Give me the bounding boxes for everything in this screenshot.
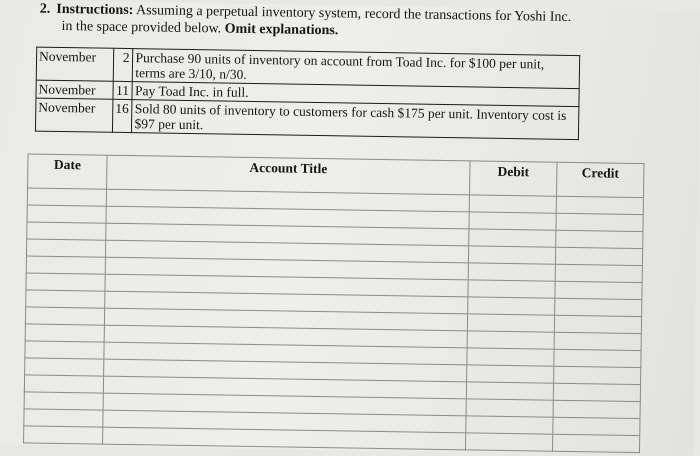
credit-cell[interactable] bbox=[554, 315, 641, 333]
debit-cell[interactable] bbox=[465, 433, 552, 451]
credit-cell[interactable] bbox=[556, 213, 643, 231]
date-cell[interactable] bbox=[27, 205, 106, 223]
debit-cell[interactable] bbox=[468, 297, 555, 315]
debit-cell[interactable] bbox=[468, 246, 555, 264]
credit-cell[interactable] bbox=[554, 349, 641, 367]
debit-cell[interactable] bbox=[466, 416, 553, 434]
transaction-month: November bbox=[36, 80, 113, 99]
date-cell[interactable] bbox=[25, 307, 104, 325]
date-cell[interactable] bbox=[25, 358, 104, 376]
debit-cell[interactable] bbox=[466, 399, 553, 417]
debit-cell[interactable] bbox=[468, 263, 555, 281]
transaction-month: November bbox=[35, 98, 113, 132]
debit-cell[interactable] bbox=[467, 331, 554, 349]
question-number: 2. bbox=[39, 1, 51, 17]
date-cell[interactable] bbox=[26, 273, 105, 291]
date-cell[interactable] bbox=[24, 392, 103, 410]
credit-cell[interactable] bbox=[554, 366, 641, 384]
credit-cell[interactable] bbox=[556, 230, 643, 248]
transactions-table bbox=[35, 47, 580, 141]
debit-cell[interactable] bbox=[469, 212, 556, 230]
credit-cell[interactable] bbox=[553, 400, 640, 418]
date-cell[interactable] bbox=[26, 290, 105, 308]
date-cell[interactable] bbox=[25, 341, 104, 359]
debit-cell[interactable] bbox=[466, 382, 553, 400]
date-column-header: Date bbox=[28, 154, 108, 189]
date-cell[interactable] bbox=[26, 239, 105, 257]
date-cell[interactable] bbox=[24, 409, 103, 427]
journal-body bbox=[24, 188, 644, 453]
credit-cell[interactable] bbox=[555, 247, 642, 265]
instructions bbox=[39, 1, 639, 44]
credit-cell[interactable] bbox=[556, 196, 643, 214]
instructions-line2: in the space provided below. bbox=[61, 18, 222, 37]
instructions-emphasis: Omit explanations. bbox=[224, 21, 339, 39]
credit-cell[interactable] bbox=[554, 332, 641, 350]
transaction-description: Pay Toad Inc. in full. bbox=[131, 82, 579, 107]
transaction-day: 2 bbox=[113, 48, 132, 81]
transaction-month: November bbox=[36, 47, 114, 81]
credit-cell[interactable] bbox=[555, 281, 642, 299]
debit-cell[interactable] bbox=[467, 365, 554, 383]
date-cell[interactable] bbox=[27, 222, 106, 240]
date-cell[interactable] bbox=[26, 256, 105, 274]
transaction-description: Sold 80 units of inventory to customers for cash $175 per unit. Inventory cost is $97 per unit. bbox=[131, 100, 579, 140]
debit-cell[interactable] bbox=[467, 314, 554, 332]
debit-cell[interactable] bbox=[469, 229, 556, 247]
credit-cell[interactable] bbox=[553, 383, 640, 401]
account-title-column-header: Account Title bbox=[107, 155, 470, 195]
debit-column-header: Debit bbox=[469, 161, 557, 196]
credit-column-header: Credit bbox=[556, 162, 644, 197]
debit-cell[interactable] bbox=[468, 280, 555, 298]
debit-cell[interactable] bbox=[469, 195, 556, 213]
transaction-day: 16 bbox=[112, 99, 131, 132]
debit-cell[interactable] bbox=[467, 348, 554, 366]
credit-cell[interactable] bbox=[555, 298, 642, 316]
date-cell[interactable] bbox=[27, 188, 106, 206]
credit-cell[interactable] bbox=[552, 434, 639, 452]
credit-cell[interactable] bbox=[553, 417, 640, 435]
date-cell[interactable] bbox=[24, 426, 103, 444]
instructions-label: Instructions: bbox=[56, 1, 134, 19]
instructions-line1: Assuming a perpetual inventory system, record the transactions for Yoshi Inc. bbox=[135, 3, 572, 25]
credit-cell[interactable] bbox=[555, 264, 642, 282]
date-cell[interactable] bbox=[25, 324, 104, 342]
journal-entry-table bbox=[23, 153, 644, 453]
transaction-day: 11 bbox=[113, 81, 132, 99]
date-cell[interactable] bbox=[24, 375, 103, 393]
transaction-description: Purchase 90 units of inventory on account from Toad Inc. for $100 per unit, terms are 3/10, n/30. bbox=[132, 49, 580, 89]
